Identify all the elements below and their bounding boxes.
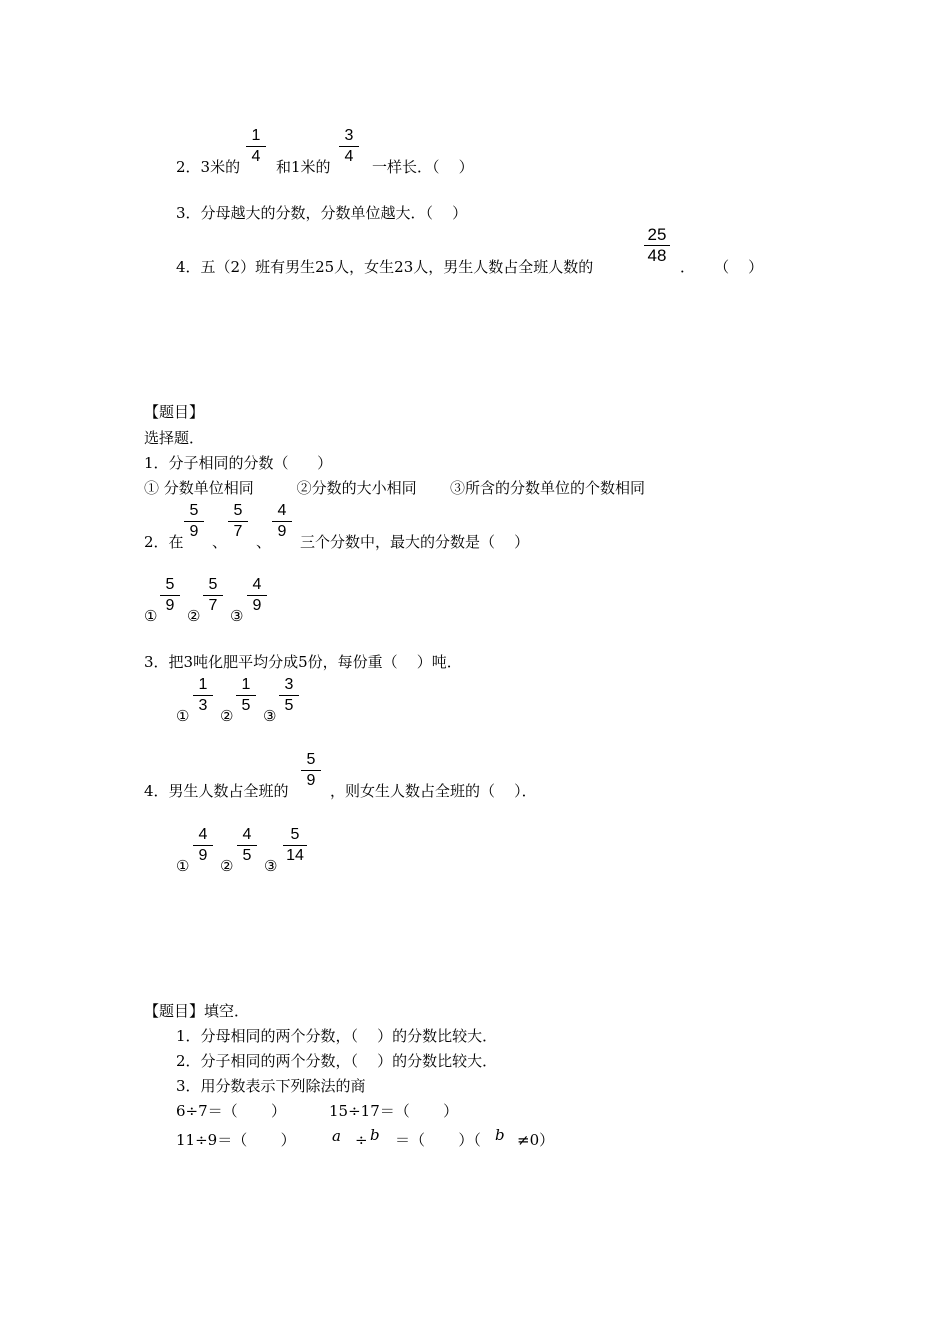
option-mark: ① bbox=[144, 607, 158, 625]
q2-text-2: 和1米的 bbox=[276, 158, 331, 176]
fill-q2: 2．分子相同的两个分数，（ ）的分数比较大． bbox=[176, 1052, 498, 1070]
divide-sign: ÷ bbox=[355, 1131, 368, 1149]
fraction-4-9: 4 9 bbox=[269, 502, 295, 541]
option-mark: ③ bbox=[264, 857, 278, 875]
mc-q3-stem: 3．把3吨化肥平均分成5份，每份重（ ）吨． bbox=[144, 653, 462, 671]
division-expr: 15÷17＝（ ） bbox=[329, 1102, 459, 1120]
fraction-5-7: 5 7 bbox=[225, 502, 251, 541]
option-fraction-4-5: 4 5 bbox=[234, 826, 260, 865]
fill-header: 【题目】填空． bbox=[144, 1002, 250, 1020]
option-mark: ② bbox=[220, 707, 234, 725]
option-fraction-3-5: 3 5 bbox=[276, 676, 302, 715]
option-mark: ② bbox=[220, 857, 234, 875]
mc-q2-prefix: 2．在 bbox=[144, 533, 184, 551]
variable-b: b bbox=[495, 1126, 505, 1144]
q3-statement: 3．分母越大的分数，分数单位越大．（ ） bbox=[176, 204, 468, 222]
fraction-1-4: 1 4 bbox=[243, 127, 269, 166]
division-expr: 11÷9＝（ ） bbox=[176, 1131, 296, 1149]
option-mark: ③ bbox=[263, 707, 277, 725]
mc-q1-stem: 1．分子相同的分数（ ） bbox=[144, 454, 333, 472]
mc-q4-prefix: 4．男生人数占全班的 bbox=[144, 782, 289, 800]
q4-statement: 4．五（2）班有男生25人，女生23人，男生人数占全班人数的 bbox=[176, 258, 594, 276]
separator: 、 bbox=[212, 533, 228, 551]
q2-text-3: 一样长．（ ） bbox=[372, 158, 474, 176]
mc-q4-suffix: ，则女生人数占全班的（ ）． bbox=[330, 782, 537, 800]
option-fraction-4-9: 4 9 bbox=[190, 826, 216, 865]
q4-tail: ． （ ） bbox=[680, 258, 764, 276]
option-fraction-5-9: 5 9 bbox=[157, 576, 183, 615]
option-mark: ① bbox=[176, 707, 190, 725]
option-fraction-5-14: 5 14 bbox=[280, 826, 310, 865]
fill-q3: 3．用分数表示下列除法的商 bbox=[176, 1077, 366, 1095]
nonzero-condition: ≠0） bbox=[517, 1131, 555, 1149]
mc-q1-options: ① 分数单位相同 ②分数的大小相同 ③所含的分数单位的个数相同 bbox=[144, 479, 646, 497]
fraction-3-4: 3 4 bbox=[336, 127, 362, 166]
option-fraction-1-3: 1 3 bbox=[190, 676, 216, 715]
variable-a: a bbox=[332, 1127, 341, 1145]
fraction-5-9: 5 9 bbox=[298, 751, 324, 790]
fraction-5-9: 5 9 bbox=[181, 502, 207, 541]
mc-q2-suffix: 三个分数中，最大的分数是（ ） bbox=[300, 533, 530, 551]
option-fraction-1-5: 1 5 bbox=[233, 676, 259, 715]
variable-b: b bbox=[370, 1126, 380, 1144]
division-expr: ＝（ ）（ bbox=[395, 1131, 481, 1149]
option-fraction-5-7: 5 7 bbox=[200, 576, 226, 615]
division-expr: 6÷7＝（ ） bbox=[176, 1102, 287, 1120]
section-intro: 选择题． bbox=[144, 429, 205, 447]
option-mark: ③ bbox=[230, 607, 244, 625]
separator: 、 bbox=[256, 533, 272, 551]
fraction-25-48: 25 48 bbox=[641, 226, 673, 265]
option-fraction-4-9: 4 9 bbox=[244, 576, 270, 615]
option-mark: ② bbox=[187, 607, 201, 625]
option-mark: ① bbox=[176, 857, 190, 875]
fill-q1: 1．分母相同的两个分数，（ ）的分数比较大． bbox=[176, 1027, 498, 1045]
q2-text-1: 2．3米的 bbox=[176, 158, 241, 176]
section-header: 【题目】 bbox=[144, 403, 205, 421]
